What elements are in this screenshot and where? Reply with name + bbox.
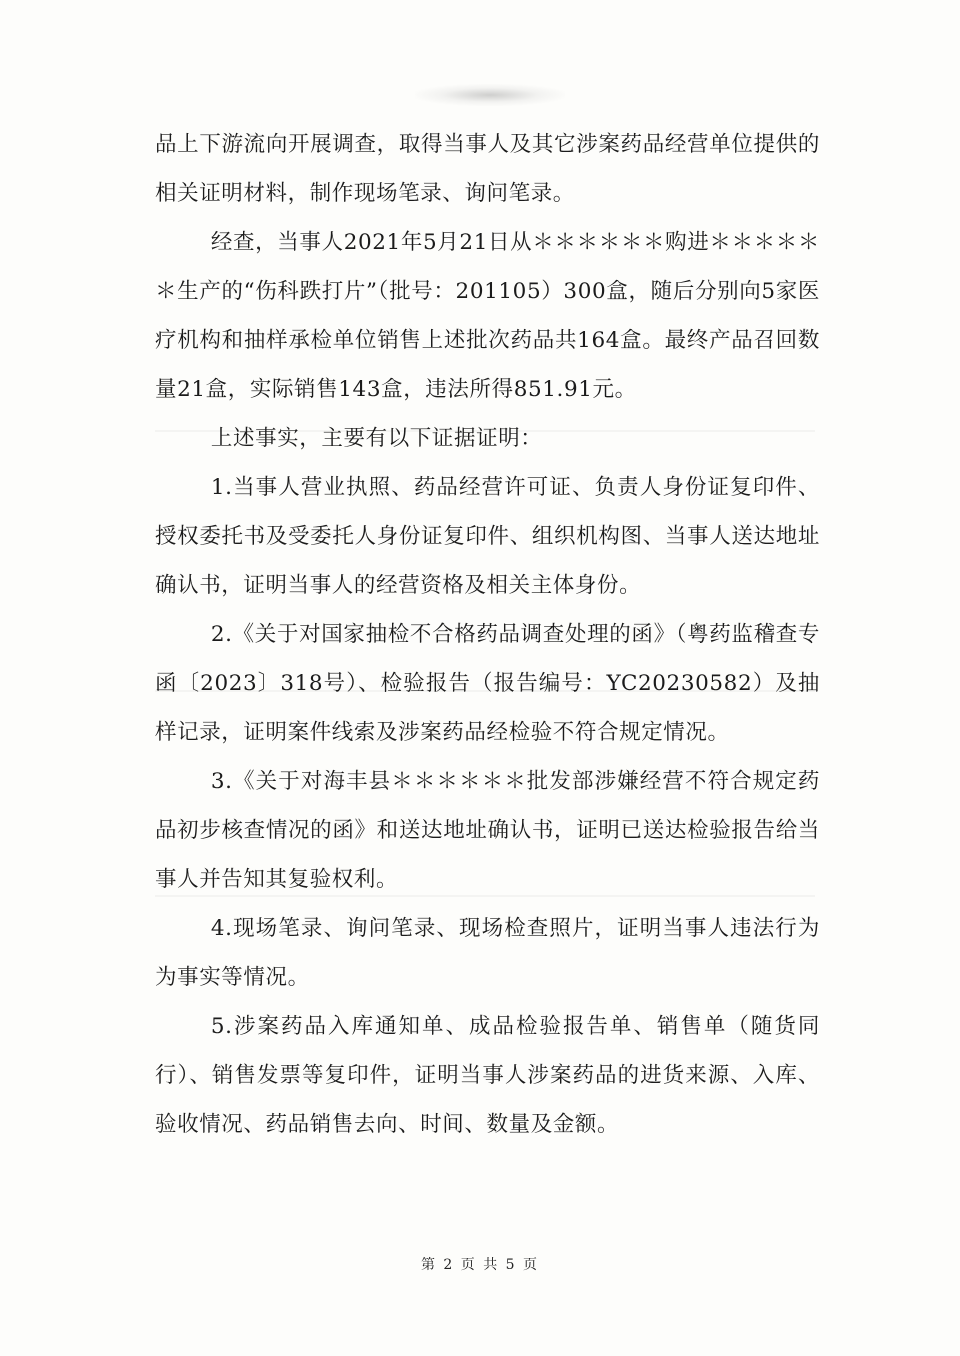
- paragraph-investigation: 品上下游流向开展调查，取得当事人及其它涉案药品经营单位提供的相关证明材料，制作现场笔录、询问笔录。: [155, 132, 820, 206]
- paragraph-findings: 经查，当事人2021年5月21日从＊＊＊＊＊＊购进＊＊＊＊＊＊生产的“伤科跌打片”（批号：201105）300盒，随后分别向5家医疗机构和抽样承检单位销售上述批次药品共164盒。最终产品召回数量21盒，实际销售143盒，违法所得851.91元。: [155, 230, 820, 402]
- evidence-item-1: 1.当事人营业执照、药品经营许可证、负责人身份证复印件、授权委托书及受委托人身份证复印件、组织机构图、当事人送达地址确认书，证明当事人的经营资格及相关主体身份。: [155, 475, 820, 598]
- evidence-item-4: 4.现场笔录、询问笔录、现场检查照片，证明当事人违法行为为事实等情况。: [155, 916, 820, 990]
- scan-smudge: [415, 84, 565, 106]
- evidence-item-2: 2.《关于对国家抽检不合格药品调查处理的函》（粤药监稽查专函〔2023〕318号）、检验报告（报告编号：YC20230582）及抽样记录，证明案件线索及涉案药品经检验不符合规定情况。: [155, 622, 820, 745]
- paragraph-evidence-intro: 上述事实，主要有以下证据证明：: [210, 426, 543, 451]
- page-number: 第 2 页 共 5 页: [420, 1257, 540, 1273]
- evidence-item-3: 3.《关于对海丰县＊＊＊＊＊＊批发部涉嫌经营不符合规定药品初步核查情况的函》和送达地址确认书，证明已送达检验报告给当事人并告知其复验权利。: [155, 769, 820, 892]
- evidence-item-5: 5.涉案药品入库通知单、成品检验报告单、销售单（随货同行）、销售发票等复印件，证明当事人涉案药品的进货来源、入库、验收情况、药品销售去向、时间、数量及金额。: [155, 1014, 820, 1137]
- document-body: [155, 120, 820, 1149]
